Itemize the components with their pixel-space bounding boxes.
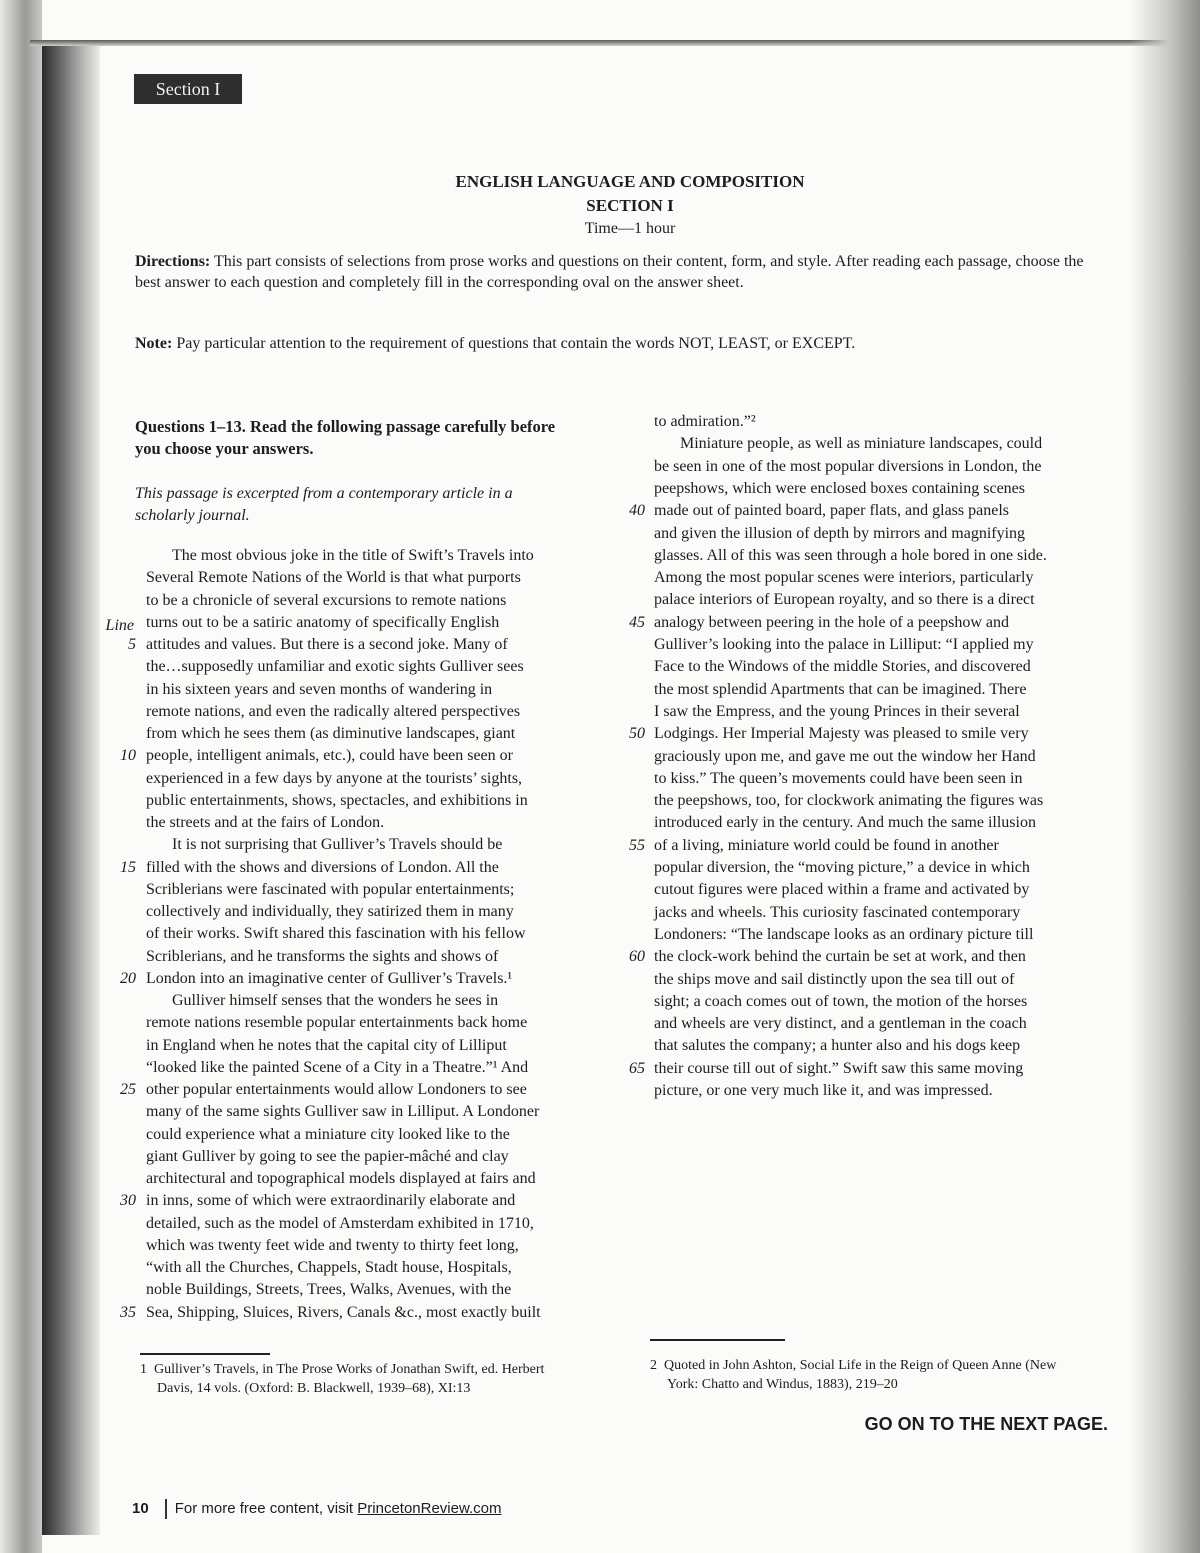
questions-heading-line: you choose your answers.: [135, 439, 314, 458]
footnote-2-line: Quoted in John Ashton, Social Life in the Reign of Queen Anne (New: [664, 1358, 1057, 1373]
footnote-2-mark: 2: [650, 1358, 657, 1373]
line-number: 35: [120, 1303, 136, 1321]
passage-line: noble Buildings, Streets, Trees, Walks, Avenues, with the: [146, 1281, 512, 1299]
passage-line: giant Gulliver by going to see the papier-mâché and clay: [146, 1147, 509, 1165]
line-number: 25: [120, 1081, 136, 1098]
passage-line: filled with the shows and diversions of London. All the: [146, 858, 499, 876]
passage-intro: [135, 483, 625, 527]
princeton-review-link[interactable]: PrincetonReview.com: [357, 1499, 502, 1517]
passage-line: Gulliver himself senses that the wonders he sees in: [172, 992, 499, 1009]
footnote-rule-right: [650, 1339, 785, 1341]
passage-line: detailed, such as the model of Amsterdam exhibited in 1710,: [146, 1214, 534, 1232]
section-tab: Section I: [134, 74, 242, 104]
passage-line: turns out to be a satiric anatomy of specifically English: [146, 613, 500, 631]
questions-heading: [135, 416, 625, 460]
page-top-edge: [30, 40, 1170, 46]
passage-line: in England when he notes that the capital city of Lilliput: [146, 1036, 507, 1054]
passage-line: the…supposedly unfamiliar and exotic sights Gulliver sees: [146, 658, 524, 676]
questions-heading-line: Questions 1–13. Read the following passage carefully before: [135, 417, 556, 436]
passage-line: the peepshows, too, for clockwork animating the figures was: [654, 792, 1044, 810]
footnote-1-mark: 1: [140, 1362, 147, 1377]
footnote-rule-left: [140, 1353, 270, 1355]
section-title: SECTION I: [586, 196, 674, 215]
passage-line: palace interiors of European royalty, and so there is a direct: [654, 591, 1035, 609]
line-number: 30: [120, 1192, 136, 1210]
passage-line: popular diversion, the “moving picture,” a device in which: [654, 859, 1030, 876]
passage-line: to kiss.” The queen’s movements could have been seen in: [654, 769, 1023, 787]
passage-line: experienced in a few days by anyone at the tourists’ sights,: [146, 769, 523, 787]
directions-label: Directions:: [135, 253, 211, 270]
passage-line: Scriblerians were fascinated with popular entertainments;: [146, 880, 515, 898]
passage-left-column: [146, 547, 626, 1337]
line-number: 55: [629, 836, 645, 854]
passage-line: public entertainments, shows, spectacles, and exhibitions in: [146, 791, 528, 809]
passage-line: of their works. Swift shared this fascination with his fellow: [146, 925, 526, 943]
line-number: 50: [629, 725, 645, 743]
passage-line: the clock-work behind the curtain be set at work, and then: [654, 948, 1026, 966]
line-number: 15: [120, 858, 136, 876]
page-footer: [132, 1499, 502, 1519]
passage-line: cutout figures were placed within a frame and activated by: [654, 881, 1030, 899]
passage-line: Face to the Windows of the middle Stories, and discovered: [654, 658, 1031, 676]
line-number: 45: [629, 613, 645, 631]
passage-line: many of the same sights Gulliver saw in Lilliput. A Londoner: [146, 1103, 540, 1121]
passage-line: architectural and topographical models displayed at fairs and: [146, 1170, 536, 1187]
footer-text: For more free content, visit: [174, 1499, 358, 1517]
passage-line: I saw the Empress, and the young Princes in their several: [654, 702, 1020, 720]
passage-line: to be a chronicle of several excursions to remote nations: [146, 591, 507, 609]
passage-line: peepshows, which were enclosed boxes containing scenes: [654, 479, 1025, 497]
passage-line: The most obvious joke in the title of Swift’s Travels into: [172, 547, 534, 564]
passage-line: Gulliver’s looking into the palace in Lilliput: “I applied my: [654, 636, 1034, 653]
passage-line: made out of painted board, paper flats, and glass panels: [654, 502, 1009, 520]
line-label: Line: [105, 617, 134, 634]
footnote-1: [140, 1360, 610, 1398]
passage-line: in his sixteen years and seven months of wandering in: [146, 680, 493, 698]
passage-line: the streets and at the fairs of London.: [146, 814, 385, 831]
passage-line: their course till out of sight.” Swift saw this same moving: [654, 1059, 1024, 1077]
line-number: 65: [629, 1059, 645, 1077]
passage-line: “looked like the painted Scene of a City in a Theatre.”¹ And: [146, 1058, 529, 1076]
passage-line: London into an imaginative center of Gulliver’s Travels.¹: [146, 969, 513, 987]
passage-line: analogy between peering in the hole of a peepshow and: [654, 613, 1009, 631]
passage-line: to admiration.”²: [654, 413, 756, 430]
passage-line: and given the illusion of depth by mirrors and magnifying: [654, 524, 1026, 542]
passage-line: and wheels are very distinct, and a gentleman in the coach: [654, 1015, 1027, 1033]
exam-title: ENGLISH LANGUAGE AND COMPOSITION: [455, 172, 805, 191]
passage-line: Lodgings. Her Imperial Majesty was pleased to smile very: [654, 725, 1029, 743]
footnote-2: [650, 1356, 1100, 1394]
directions-text: This part consists of selections from prose works and questions on their content, form, and style. After reading each passage, choose the best answer to each question and completely fill in the corresponding oval on the answer sheet.: [135, 253, 1084, 291]
scan-shadow-right: [1130, 0, 1200, 1553]
passage-line: the ships move and sail distinctly upon the sea till out of: [654, 970, 1015, 988]
passage-line: “with all the Churches, Chappels, Stadt house, Hospitals,: [146, 1259, 512, 1276]
passage-line: introduced early in the century. And much the same illusion: [654, 814, 1036, 832]
passage-line: attitudes and values. But there is a second joke. Many of: [146, 636, 508, 653]
passage-line: that salutes the company; a hunter also and his dogs keep: [654, 1037, 1021, 1055]
line-number: 60: [629, 948, 645, 966]
passage-line: people, intelligent animals, etc.), could have been seen or: [146, 747, 513, 765]
passage-line: in inns, some of which were extraordinarily elaborate and: [146, 1192, 516, 1210]
footnote-2-line: York: Chatto and Windus, 1883), 219–20: [667, 1377, 898, 1392]
note: [135, 333, 1090, 354]
page-number: 10: [132, 1499, 149, 1517]
footnote-1-line: Davis, 14 vols. (Oxford: B. Blackwell, 1939–68), XI:13: [157, 1381, 471, 1396]
passage-right-column: [654, 413, 1114, 1113]
passage-line: other popular entertainments would allow Londoners to see: [146, 1081, 527, 1098]
passage-line: Londoners: “The landscape looks as an ordinary picture till: [654, 925, 1034, 943]
passage-line: collectively and individually, they satirized them in many: [146, 903, 514, 920]
passage-intro-line: scholarly journal.: [135, 507, 250, 524]
time-limit: Time—1 hour: [584, 220, 676, 237]
scan-shadow-left: [0, 0, 42, 1553]
passage-line: Several Remote Nations of the World is that what purports: [146, 569, 521, 587]
line-number: 20: [120, 969, 136, 987]
passage-line: from which he sees them (as diminutive landscapes, giant: [146, 725, 516, 742]
passage-line: Miniature people, as well as miniature landscapes, could: [680, 435, 1043, 453]
passage-line: jacks and wheels. This curiosity fascinated contemporary: [654, 903, 1021, 921]
passage-line: Sea, Shipping, Sluices, Rivers, Canals &c., most exactly built: [146, 1303, 541, 1321]
passage-line: Scriblerians, and he transforms the sights and shows of: [146, 947, 499, 965]
go-on-notice: GO ON TO THE NEXT PAGE.: [864, 1414, 1108, 1434]
line-number: 5: [128, 636, 136, 653]
passage-line: graciously upon me, and gave me out the window her Hand: [654, 747, 1036, 765]
passage-line: remote nations resemble popular entertainments back home: [146, 1014, 528, 1032]
note-text: Pay particular attention to the requirement of questions that contain the words NOT, LEAST, or EXCEPT.: [172, 335, 856, 352]
passage-line: Among the most popular scenes were interiors, particularly: [654, 569, 1034, 587]
book-spine-shadow: [42, 40, 100, 1535]
passage-line: be seen in one of the most popular diversions in London, the: [654, 457, 1042, 475]
passage-line: glasses. All of this was seen through a hole bored in one side.: [654, 546, 1047, 564]
passage-line: remote nations, and even the radically altered perspectives: [146, 702, 521, 720]
passage-intro-line: This passage is excerpted from a contemporary article in a: [135, 485, 513, 502]
passage-line: of a living, miniature world could be found in another: [654, 836, 999, 854]
footer-divider: [165, 1499, 167, 1519]
passage-line: the most splendid Apartments that can be imagined. There: [654, 680, 1027, 698]
passage-line: could experience what a miniature city looked like to the: [146, 1125, 510, 1143]
passage-line: which was twenty feet wide and twenty to thirty feet long,: [146, 1236, 519, 1254]
directions: [135, 251, 1090, 293]
passage-line: It is not surprising that Gulliver’s Travels should be: [172, 836, 503, 854]
passage-line: picture, or one very much like it, and was impressed.: [654, 1082, 993, 1099]
passage-line: sight; a coach comes out of town, the motion of the horses: [654, 992, 1028, 1010]
footnote-1-line: Gulliver’s Travels, in The Prose Works of Jonathan Swift, ed. Herbert: [154, 1362, 545, 1377]
line-number: 40: [629, 502, 645, 520]
line-number: 10: [120, 747, 136, 765]
note-label: Note:: [135, 335, 173, 352]
